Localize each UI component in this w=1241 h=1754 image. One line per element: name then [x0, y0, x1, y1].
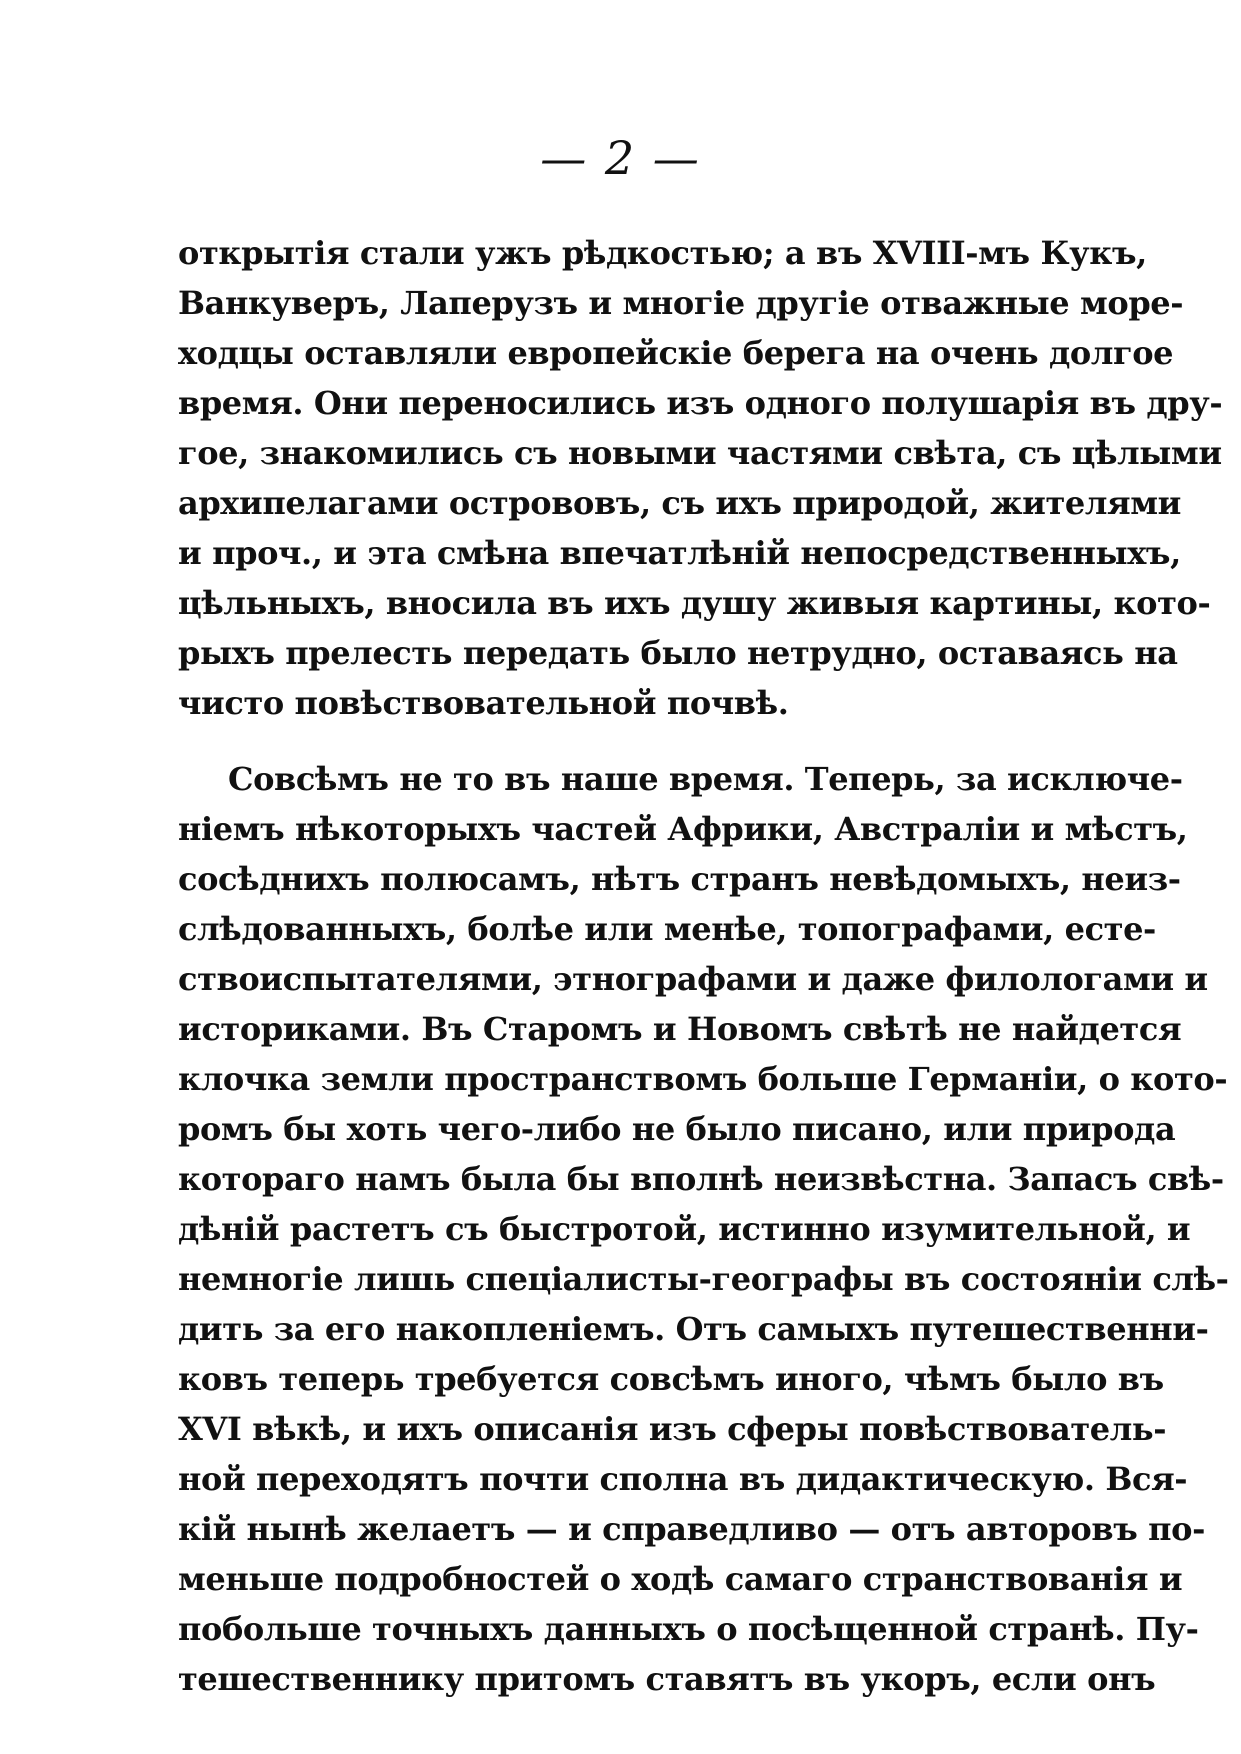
text-line: и проч., и эта смѣна впечатлѣній непосредственныхъ, [178, 534, 1181, 572]
text-line: открытія стали ужъ рѣдкостью; а въ XVIII-мъ Кукъ, [178, 234, 1147, 272]
text-line: ковъ теперь требуется совсѣмъ иного, чѣмъ было въ [178, 1360, 1164, 1398]
text-line: время. Они переносились изъ одного полушарія въ дру- [178, 384, 1223, 422]
text-line: XVI вѣкѣ, и ихъ описанія изъ сферы повѣствователь- [178, 1410, 1167, 1448]
text-line: клочка земли пространствомъ больше Германіи, о кото- [178, 1060, 1228, 1098]
text-line: ромъ бы хоть чего-либо не было писано, или природа [178, 1110, 1176, 1148]
text-line: тешественнику притомъ ставятъ въ укоръ, если онъ [178, 1660, 1156, 1698]
body-text [178, 228, 1229, 1704]
text-line: ніемъ нѣкоторыхъ частей Африки, Австраліи и мѣстъ, [178, 810, 1188, 848]
paragraph [178, 754, 1229, 1704]
page-number: — 2 — [540, 131, 701, 185]
text-line: побольше точныхъ данныхъ о посѣщенной странѣ. Пу- [178, 1610, 1199, 1648]
text-line: слѣдованныхъ, болѣе или менѣе, топографами, есте- [178, 910, 1156, 948]
text-line: архипелагами острововъ, съ ихъ природой, жителями [178, 484, 1182, 522]
text-line: немногіе лишь спеціалисты-географы въ состояніи слѣ- [178, 1260, 1229, 1298]
paragraph-gap [178, 728, 1058, 754]
text-line: сосѣднихъ полюсамъ, нѣтъ странъ невѣдомыхъ, неиз- [178, 860, 1181, 898]
text-line: чисто повѣствовательной почвѣ. [178, 684, 789, 722]
text-line: Совсѣмъ не то въ наше время. Теперь, за исключе- [228, 760, 1183, 798]
text-line: рыхъ прелесть передать было нетрудно, оставаясь на [178, 634, 1178, 672]
text-line: котораго намъ была бы вполнѣ неизвѣстна. Запасъ свѣ- [178, 1160, 1224, 1198]
text-line: цѣльныхъ, вносила въ ихъ душу живыя картины, кото- [178, 584, 1211, 622]
text-line: ной переходятъ почти сполна въ дидактическую. Вся- [178, 1460, 1188, 1498]
text-line: кій нынѣ желаетъ — и справедливо — отъ авторовъ по- [178, 1510, 1205, 1548]
text-line: Ванкуверъ, Лаперузъ и многіе другіе отважные море- [178, 284, 1184, 322]
text-line: дить за его накопленіемъ. Отъ самыхъ путешественни- [178, 1310, 1209, 1348]
text-line: историками. Въ Старомъ и Новомъ свѣтѣ не найдется [178, 1010, 1182, 1048]
text-line: ствоиспытателями, этнографами и даже филологами и [178, 960, 1208, 998]
text-line: гое, знакомились съ новыми частями свѣта, съ цѣлыми [178, 434, 1222, 472]
paragraph [178, 228, 1223, 728]
text-line: ходцы оставляли европейскіе берега на очень долгое [178, 334, 1174, 372]
text-line: дѣній растетъ съ быстротой, истинно изумительной, и [178, 1210, 1191, 1248]
text-line: меньше подробностей о ходѣ самаго странствованія и [178, 1560, 1183, 1598]
